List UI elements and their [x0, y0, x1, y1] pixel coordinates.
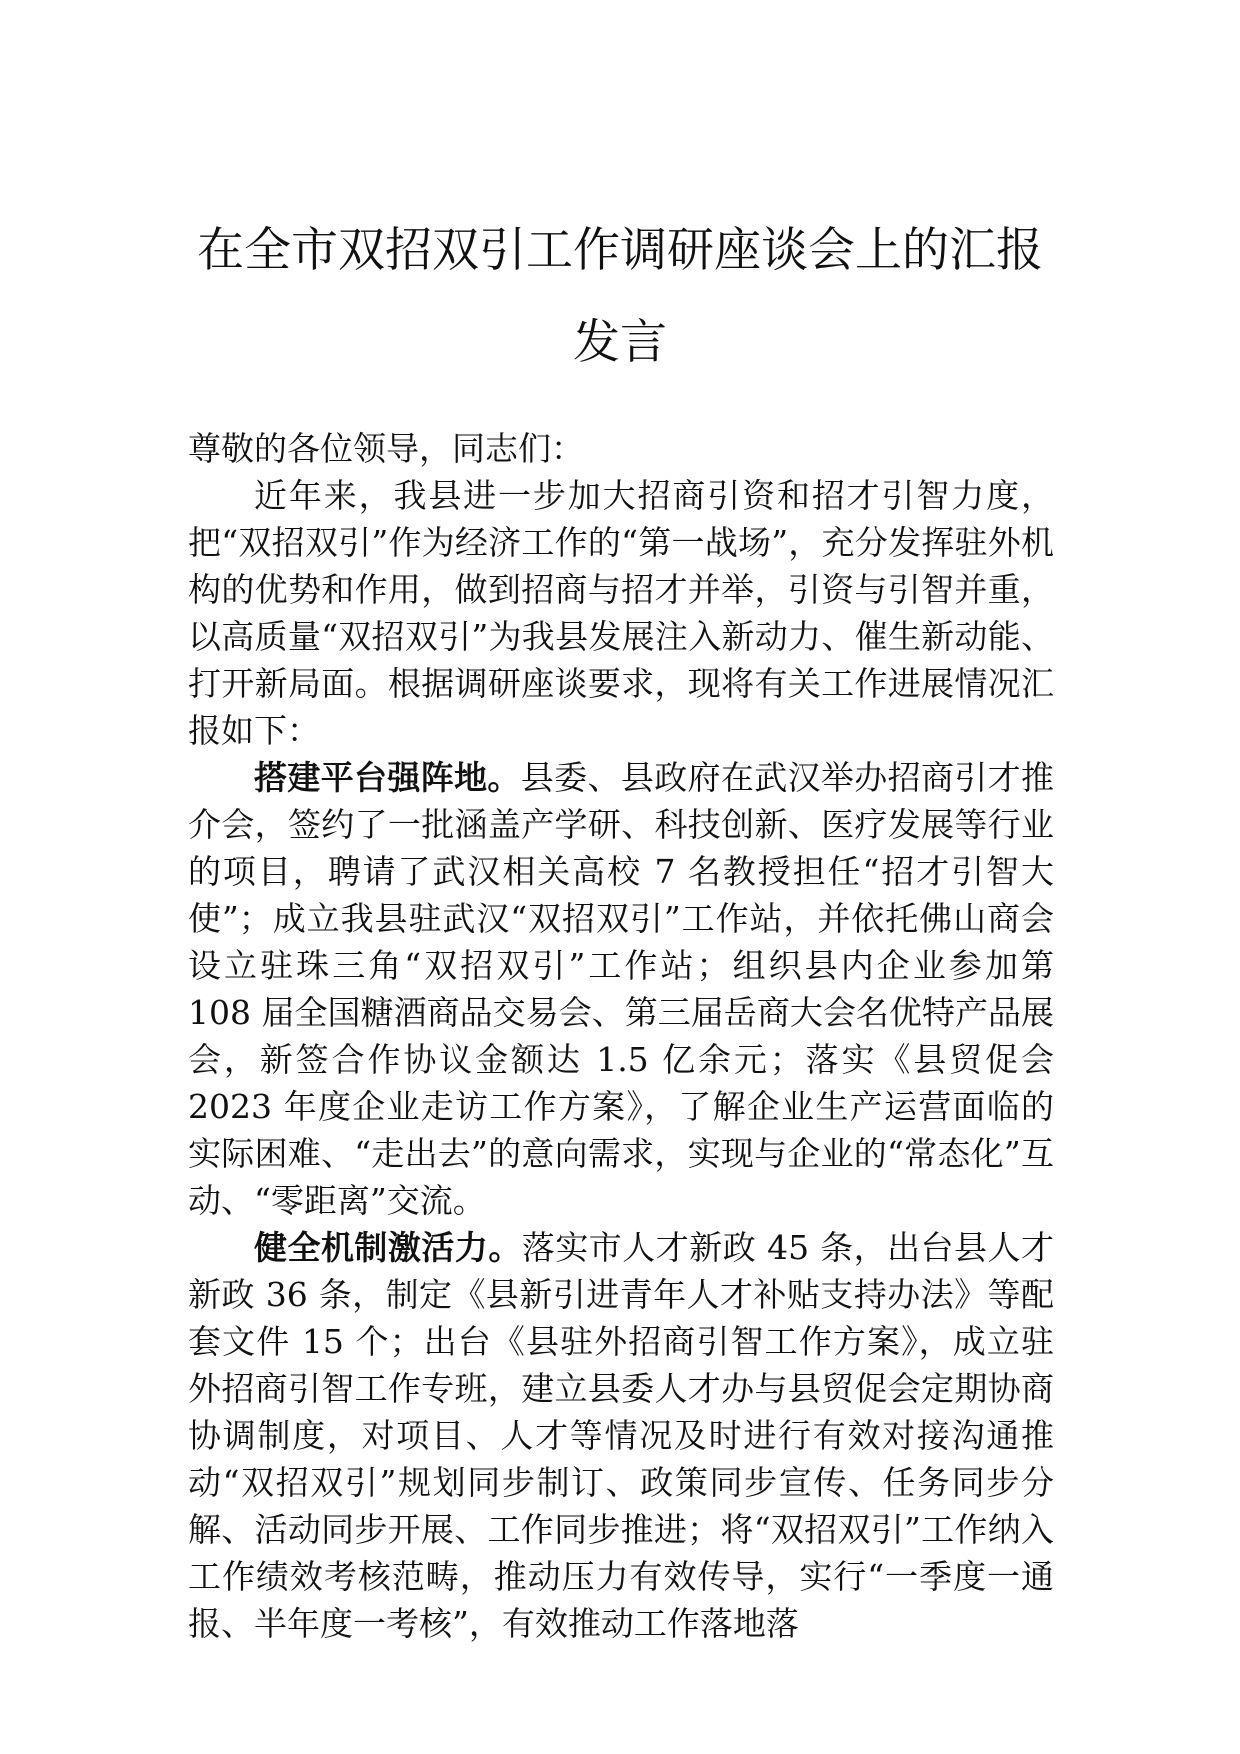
paragraph-text: 近年来，我县进一步加大招商引资和招才引智力度，把“双招双引”作为经济工作的“第一战场”，充分发挥驻外机构的优势和作用，做到招商与招才并举，引资与引智并重，以高质量“双招双引”为我县发展注入新动力、催生新动能、打开新局面。根据调研座谈要求，现将有关工作进展情况汇报如下： — [188, 476, 1054, 750]
paragraph-mechanism — [188, 1224, 1054, 1647]
paragraph-lead: 搭建平台强阵地。 — [254, 758, 521, 797]
document-body — [188, 425, 1054, 1647]
paragraph-lead: 健全机制激活力。 — [254, 1228, 522, 1267]
salutation: 尊敬的各位领导，同志们： — [188, 429, 584, 468]
document-title: 在全市双招双引工作调研座谈会上的汇报发言 — [197, 223, 1043, 370]
paragraph-text: 县委、县政府在武汉举办招商引才推介会，签约了一批涵盖产学研、科技创新、医疗发展等行业的项目，聘请了武汉相关高校 7 名教授担任“招才引智大使”；成立我县驻武汉“双招双引”工作站，并依托佛山商会设立驻珠三角“双招双引”工作站；组织县内企业参加第 108 届全国糖酒商品交易会、第三届岳商大会名优特产品展会，新签合作协议金额达 1.5 亿余元；落实《县贸促会 2023 年度企业走访工作方案》，了解企业生产运营面临的实际困难、“走出去”的意向需求，实现与企业的“常态化”互动、“零距离”交流。 — [188, 758, 1055, 1220]
paragraph-text: 落实市人才新政 45 条，出台县人才新政 36 条，制定《县新引进青年人才补贴支持办法》等配套文件 15 个；出台《县驻外招商引智工作方案》，成立驻外招商引智工作专班，建立县委人才办与县贸促会定期协商协调制度，对项目、人才等情况及时进行有效对接沟通推动“双招双引”规划同步制订、政策同步宣传、任务同步分解、活动同步开展、工作同步推进；将“双招双引”工作纳入工作绩效考核范畴，推动压力有效传导，实行“一季度一通报、半年度一考核”，有效推动工作落地落 — [188, 1228, 1054, 1643]
paragraph-intro — [188, 472, 1054, 754]
paragraph-platform — [188, 754, 1054, 1224]
